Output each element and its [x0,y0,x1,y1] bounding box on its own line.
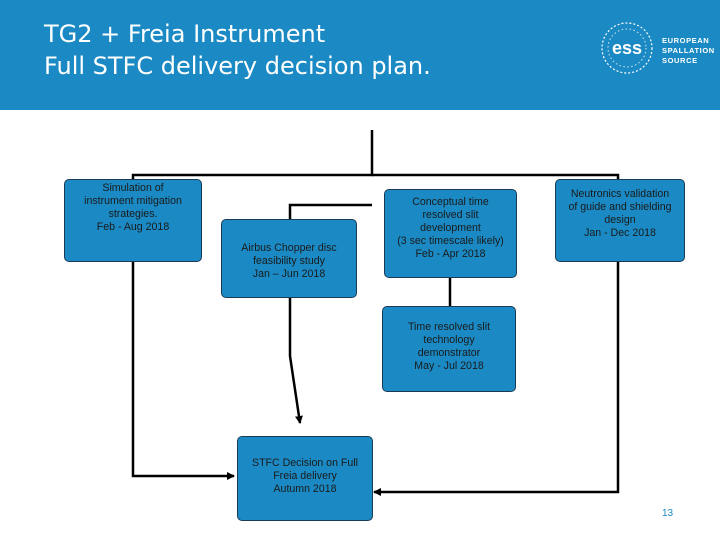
neutronics-line-2: of guide and shielding [568,201,672,213]
chopper-line-1: Airbus Chopper disc [241,242,337,254]
neutronics-line-1: Neutronics validation [570,188,670,200]
conceptual-line-4: (3 sec timescale likely) [397,235,504,247]
demonstrator-line-4: May - Jul 2018 [414,360,484,372]
decision-line-1: STFC Decision on Full [252,457,358,469]
logo-line-2: SPALLATION [662,46,715,55]
conceptual-line-1: Conceptual time [412,196,489,208]
simulation-line-4: Feb - Aug 2018 [96,221,170,233]
chopper-box [221,219,357,298]
chopper-line-2: feasibility study [253,255,325,267]
logo-line-1: EUROPEAN [662,36,710,45]
decision-box [237,436,373,521]
simulation-box [64,179,202,262]
conceptual-line-3: development [420,222,481,234]
connector-simulation-to-decision [133,262,234,476]
conceptual-line-2: resolved slit [422,209,479,221]
title-line-2: Full STFC delivery decision plan. [44,52,431,80]
simulation-line-3: strategies. [108,208,158,220]
chopper-line-3: Jan – Jun 2018 [252,268,326,280]
connector-chopper-to-decision [290,298,300,423]
conceptual-line-5: Feb - Apr 2018 [415,248,486,260]
connector-to-chopper [290,205,372,220]
demonstrator-line-3: demonstrator [417,347,481,359]
logo-mark-text: ess [611,38,643,58]
connector-top-main [133,130,372,182]
neutronics-line-3: design [604,214,636,226]
demonstrator-line-2: technology [423,334,475,346]
title-line-1: TG2 + Freia Instrument [44,20,326,48]
conceptual-box [384,189,517,278]
neutronics-box [555,179,685,262]
page-number: 13 [662,508,674,519]
simulation-line-2: instrument mitigation [84,195,182,207]
simulation-line-1: Simulation of [102,182,164,194]
demonstrator-line-1: Time resolved slit [407,321,491,333]
decision-line-3: Autumn 2018 [273,483,337,495]
logo-line-3: SOURCE [662,56,698,65]
decision-line-2: Freia delivery [273,470,337,482]
neutronics-line-4: Jan - Dec 2018 [584,227,656,239]
demonstrator-box [382,306,516,392]
